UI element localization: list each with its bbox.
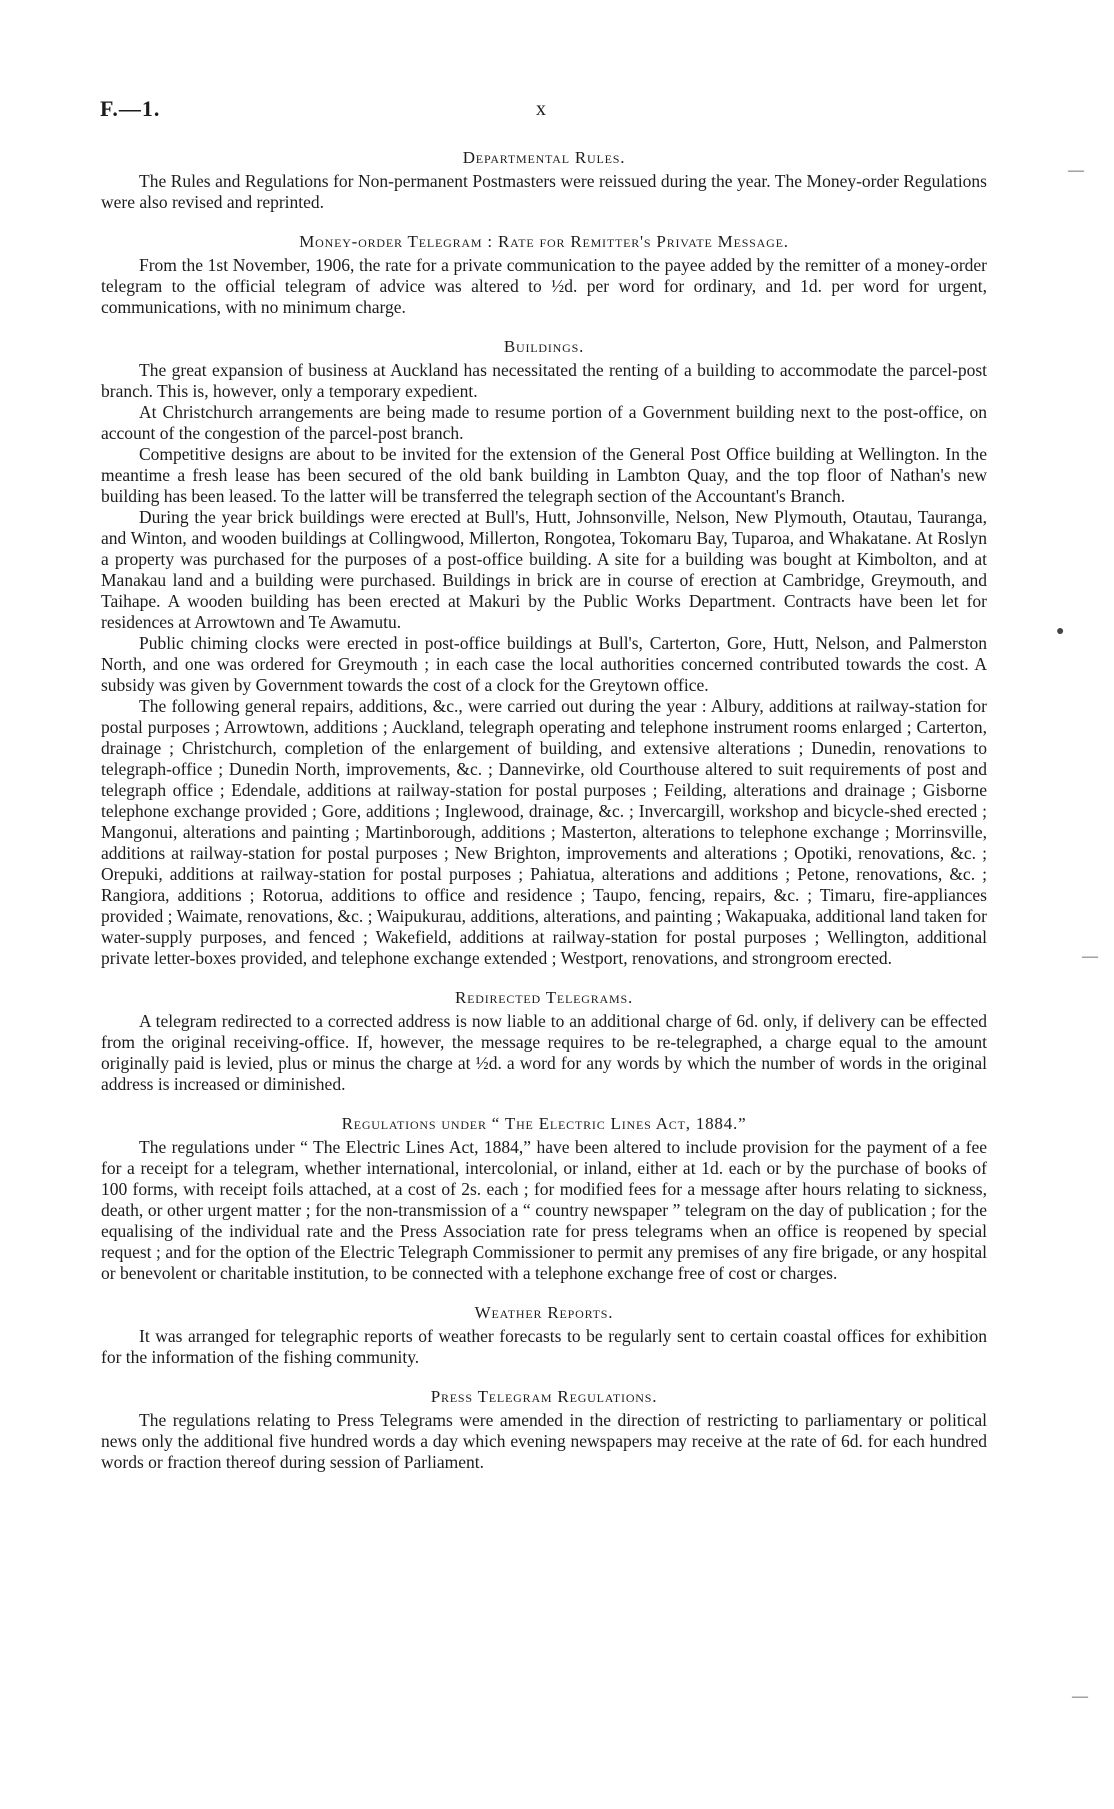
section-heading: Buildings. — [503, 337, 585, 356]
document-body — [101, 147, 987, 1473]
paragraph: It was arranged for telegraphic reports of weather forecasts to be regularly sent to certain coastal offices for exhibition for the information of the fishing community. — [101, 1326, 987, 1367]
section-departmental-rules — [101, 147, 987, 213]
section-heading: Regulations under “ The Electric Lines Act, 1884.” — [341, 1114, 747, 1133]
paragraph: During the year brick buildings were erected at Bull's, Hutt, Johnsonville, Nelson, New Plymouth, Otautau, Tauranga, and Winton, and wooden buildings at Collingwood, Millerton, Rongotea, Tokomaru Bay, Tuparoa, and Whakatane. At Roslyn a property was purchased for the purposes of a post-office building. A site for a building was bought at Kimbolton, and at Manakau land and a building were purchased. Buildings in brick are in course of erection at Cambridge, Greymouth, and Taihape. A wooden building has been erected at Makuri by the Public Works Department. Contracts have been let for residences at Arrowtown and Te Awamutu. — [101, 507, 987, 632]
section-press-telegram-regulations — [101, 1386, 987, 1473]
section-heading: Departmental Rules. — [462, 148, 626, 167]
paragraph: The regulations under “ The Electric Lines Act, 1884,” have been altered to include provision for the payment of a fee for a receipt for a telegram, whether international, intercolonial, or inland, either at 1d. each or by the purchase of books of 100 forms, with receipt foils attached, at a cost of 2s. each ; for modified fees for a message after hours relating to sickness, death, or other urgent matter ; for the non-transmission of a “ country newspaper ” telegram on the day of publication ; for the equalising of the individual rate and the Press Association rate for press telegrams when an office is reopened by special request ; and for the option of the Electric Telegraph Commissioner to permit any premises of any fire brigade, or any hospital or benevolent or charitable institution, to be connected with a telephone exchange free of cost or charges. — [101, 1137, 987, 1283]
section-heading: Weather Reports. — [474, 1303, 614, 1322]
paragraph: At Christchurch arrangements are being made to resume portion of a Government building next to the post-office, on account of the congestion of the parcel-post branch. — [101, 402, 987, 443]
margin-bullet-mark: ● — [1056, 624, 1065, 639]
paragraph: A telegram redirected to a corrected address is now liable to an additional charge of 6d. only, if delivery can be effected from the original receiving-office. If, however, the message requires to be re-telegraphed, a charge equal to the amount originally paid is levied, plus or minus the charge at ½d. a word for any words by which the number of words in the original address is increased or diminished. — [101, 1011, 987, 1094]
page-reference: F.—1. — [100, 96, 161, 121]
section-heading: Press Telegram Regulations. — [430, 1387, 658, 1406]
margin-dash-mark: — — [1082, 948, 1098, 965]
section-heading: Money-order Telegram : Rate for Remitter's Private Message. — [299, 232, 789, 251]
section-buildings — [101, 336, 987, 969]
section-money-order-telegram — [101, 231, 987, 318]
running-head — [100, 96, 1100, 126]
section-redirected-telegrams — [101, 987, 987, 1095]
paragraph: Public chiming clocks were erected in post-office buildings at Bull's, Carterton, Gore, Hutt, Nelson, and Palmerston North, and one was ordered for Greymouth ; in each case the local authorities concerned contributed towards the cost. A subsidy was given by Government towards the cost of a clock for the Greytown office. — [101, 633, 987, 695]
page-number: x — [536, 98, 546, 120]
paragraph: The following general repairs, additions, &c., were carried out during the year : Albury, additions at railway-station for postal purposes ; Arrowtown, additions ; Auckland, telegraph operating and telephone instrument rooms enlarged ; Carterton, drainage ; Christchurch, completion of the enlargement of building, and extensive alterations ; Dunedin, renovations to telegraph-office ; Dunedin North, improvements, &c. ; Dannevirke, old Courthouse altered to suit requirements of post and telegraph office ; Edendale, additions at railway-station for postal purposes ; Feilding, alterations and drainage ; Gisborne telephone exchange provided ; Gore, additions ; Inglewood, drainage, &c. ; Invercargill, workshop and bicycle-shed erected ; Mangonui, alterations and painting ; Martinborough, additions ; Masterton, alterations to telephone exchange ; Morrinsville, additions at railway-station for postal purposes ; New Brighton, improvements and alterations ; Opotiki, renovations, &c. ; Orepuki, additions at railway-station for postal purposes ; Pahiatua, alterations and additions ; Petone, renovations, &c. ; Rangiora, additions ; Rotorua, additions to office and residence ; Taupo, fencing, repairs, &c. ; Timaru, fire-appliances provided ; Waimate, renovations, &c. ; Waipukurau, additions, alterations, and painting ; Wakapuaka, additional land taken for water-supply purposes, and fenced ; Wakefield, additions at railway-station for postal purposes ; Wellington, additional private letter-boxes provided, and telephone exchange extended ; Westport, renovations, and strongroom erected. — [101, 696, 987, 968]
margin-dash-mark: — — [1068, 162, 1084, 179]
paragraph: The Rules and Regulations for Non-permanent Postmasters were reissued during the year. The Money-order Regulations were also revised and reprinted. — [101, 171, 987, 212]
margin-dash-mark: — — [1072, 1688, 1088, 1705]
paragraph: The regulations relating to Press Telegrams were amended in the direction of restricting to parliamentary or political news only the additional five hundred words a day which evening newspapers may receive at the rate of 6d. for each hundred words or fraction thereof during session of Parliament. — [101, 1410, 987, 1472]
paragraph: From the 1st November, 1906, the rate for a private communication to the payee added by the remitter of a money-order telegram to the official telegram of advice was altered to ½d. per word for ordinary, and 1d. per word for urgent, communications, with no minimum charge. — [101, 255, 987, 317]
section-electric-lines-act — [101, 1113, 987, 1284]
section-weather-reports — [101, 1302, 987, 1368]
paragraph: Competitive designs are about to be invited for the extension of the General Post Office building at Wellington. In the meantime a fresh lease has been secured of the old bank building in Lambton Quay, and the top floor of Nathan's new building has been leased. To the latter will be transferred the telegraph section of the Accountant's Branch. — [101, 444, 987, 506]
paragraph: The great expansion of business at Auckland has necessitated the renting of a building to accommodate the parcel-post branch. This is, however, only a temporary expedient. — [101, 360, 987, 401]
section-heading: Redirected Telegrams. — [454, 988, 634, 1007]
